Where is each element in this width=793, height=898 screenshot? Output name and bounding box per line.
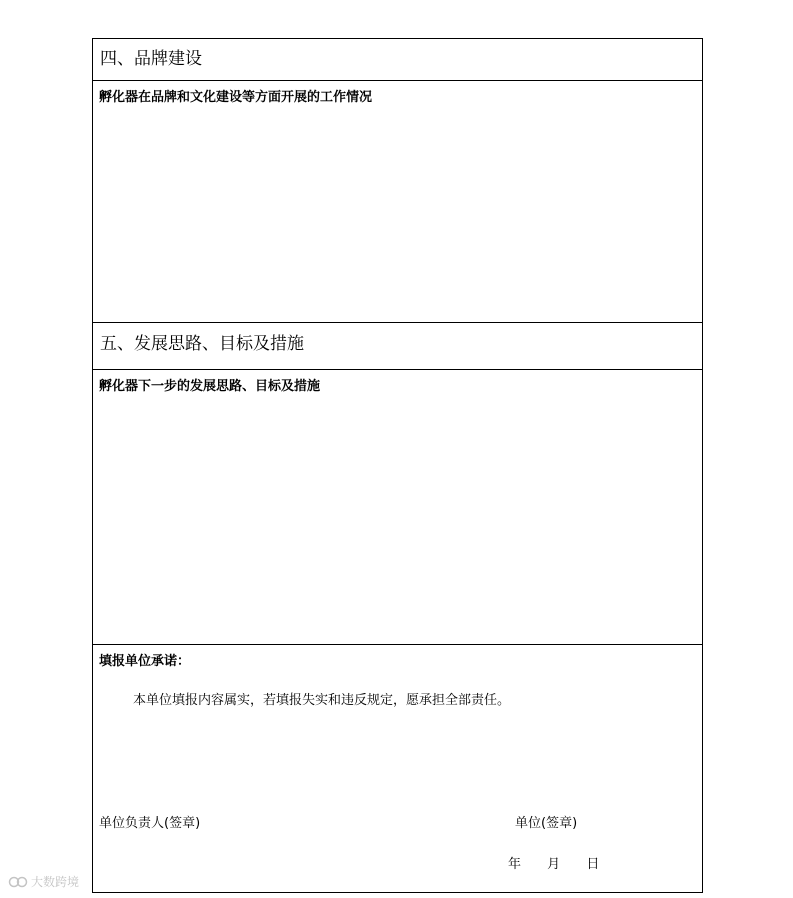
section-4-content-cell[interactable] xyxy=(93,81,702,323)
signature-date xyxy=(508,853,621,872)
date-day-label: 日 xyxy=(586,857,600,872)
section-4-heading: 四、品牌建设 xyxy=(100,49,202,69)
logo-icon xyxy=(8,875,28,889)
commitment-title: 填报单位承诺： xyxy=(99,654,191,669)
section-5-heading: 五、发展思路、目标及措施 xyxy=(100,334,304,354)
commitment-statement: 本单位填报内容属实，若填报失实和违反规定，愿承担全部责任。 xyxy=(133,693,511,708)
report-form-table xyxy=(92,38,703,893)
section-5-content-cell[interactable] xyxy=(93,370,702,645)
section-4-prompt: 孵化器在品牌和文化建设等方面开展的工作情况 xyxy=(99,90,373,105)
date-year-label: 年 xyxy=(508,857,522,872)
commitment-cell xyxy=(93,645,702,892)
watermark xyxy=(8,873,79,890)
leader-signature-label: 单位负责人(签章) xyxy=(99,816,201,831)
section-4-header-row xyxy=(93,39,702,81)
section-5-prompt: 孵化器下一步的发展思路、目标及措施 xyxy=(99,379,321,394)
date-month-label: 月 xyxy=(547,857,561,872)
watermark-text: 大数跨境 xyxy=(31,875,80,889)
section-5-header-row xyxy=(93,323,702,370)
unit-signature-label: 单位(签章) xyxy=(515,816,578,831)
